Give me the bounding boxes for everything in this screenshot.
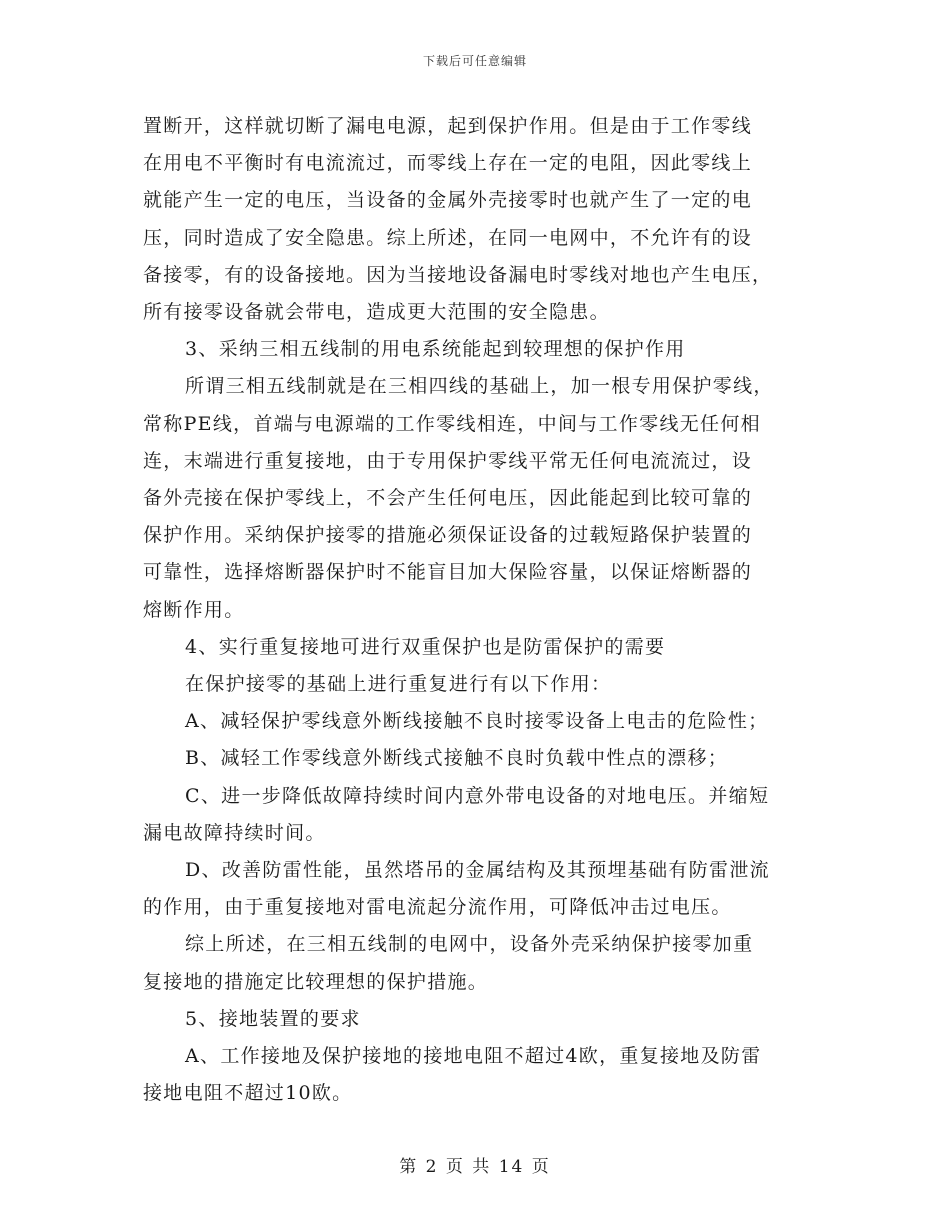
list-item-a: A、减轻保护零线意外断线接触不良时接零设备上电击的危险性； — [185, 710, 769, 733]
text-line: 连，末端进行重复接地，由于专用保护零线平常无任何电流流过，设 — [143, 449, 753, 472]
page-number-footer: 第 2 页 共 14 页 — [399, 1157, 551, 1177]
text-line: 压，同时造成了安全隐患。综上所述，在同一电网中，不允许有的设 — [143, 226, 753, 249]
text-line: 可靠性，选择熔断器保护时不能盲目加大保险容量，以保证熔断器的 — [143, 561, 753, 584]
text-line: 保护作用。采纳保护接零的措施必须保证设备的过载短路保护装置的 — [143, 524, 753, 547]
list-item-a: A、工作接地及保护接地的接地电阻不超过4欧，重复接地及防雷 — [185, 1045, 762, 1068]
summary-paragraph: 综上所述，在三相五线制的电网中，设备外壳采纳保护接零加重 — [185, 933, 754, 956]
text-line: 常称PE线，首端与电源端的工作零线相连，中间与工作零线无任何相 — [143, 412, 761, 435]
text-line: 熔断作用。 — [143, 598, 245, 621]
document-body — [143, 108, 808, 1112]
text-line: 所谓三相五线制就是在三相四线的基础上，加一根专用保护零线， — [185, 375, 774, 398]
section-heading-4: 4、实行重复接地可进行双重保护也是防雷保护的需要 — [185, 635, 666, 658]
text-line: 接地电阻不超过10欧。 — [143, 1082, 353, 1105]
text-line: 就能产生一定的电压，当设备的金属外壳接零时也就产生了一定的电 — [143, 189, 753, 212]
text-line: 在保护接零的基础上进行重复进行有以下作用： — [185, 673, 612, 696]
text-line: 所有接零设备就会带电，造成更大范围的安全隐患。 — [143, 301, 610, 324]
page-header: 下载后可任意编辑 — [422, 54, 527, 68]
text-line: 复接地的措施定比较理想的保护措施。 — [143, 970, 489, 993]
text-line: 备接零，有的设备接地。因为当接地设备漏电时零线对地也产生电压， — [143, 263, 773, 286]
text-line: 在用电不平衡时有电流流过，而零线上存在一定的电阻，因此零线上 — [143, 152, 753, 175]
section-heading-5: 5、接地装置的要求 — [185, 1007, 361, 1030]
text-line: 备外壳接在保护零线上，不会产生任何电压，因此能起到比较可靠的 — [143, 487, 753, 510]
list-item-c: C、进一步降低故障持续时间内意外带电设备的对地电压。并缩短 — [185, 784, 770, 807]
text-line: 置断开，这样就切断了漏电电源，起到保护作用。但是由于工作零线 — [143, 115, 753, 137]
section-heading-3: 3、采纳三相五线制的用电系统能起到较理想的保护作用 — [185, 338, 686, 361]
text-line: 漏电故障持续时间。 — [143, 821, 326, 844]
text-line: 的作用，由于重复接地对雷电流起分流作用，可降低冲击过电压。 — [143, 896, 732, 919]
list-item-d: D、改善防雷性能，虽然塔吊的金属结构及其预埋基础有防雷泄流 — [185, 859, 770, 882]
list-item-b: B、减轻工作零线意外断线式接触不良时负载中性点的漂移； — [185, 747, 729, 770]
